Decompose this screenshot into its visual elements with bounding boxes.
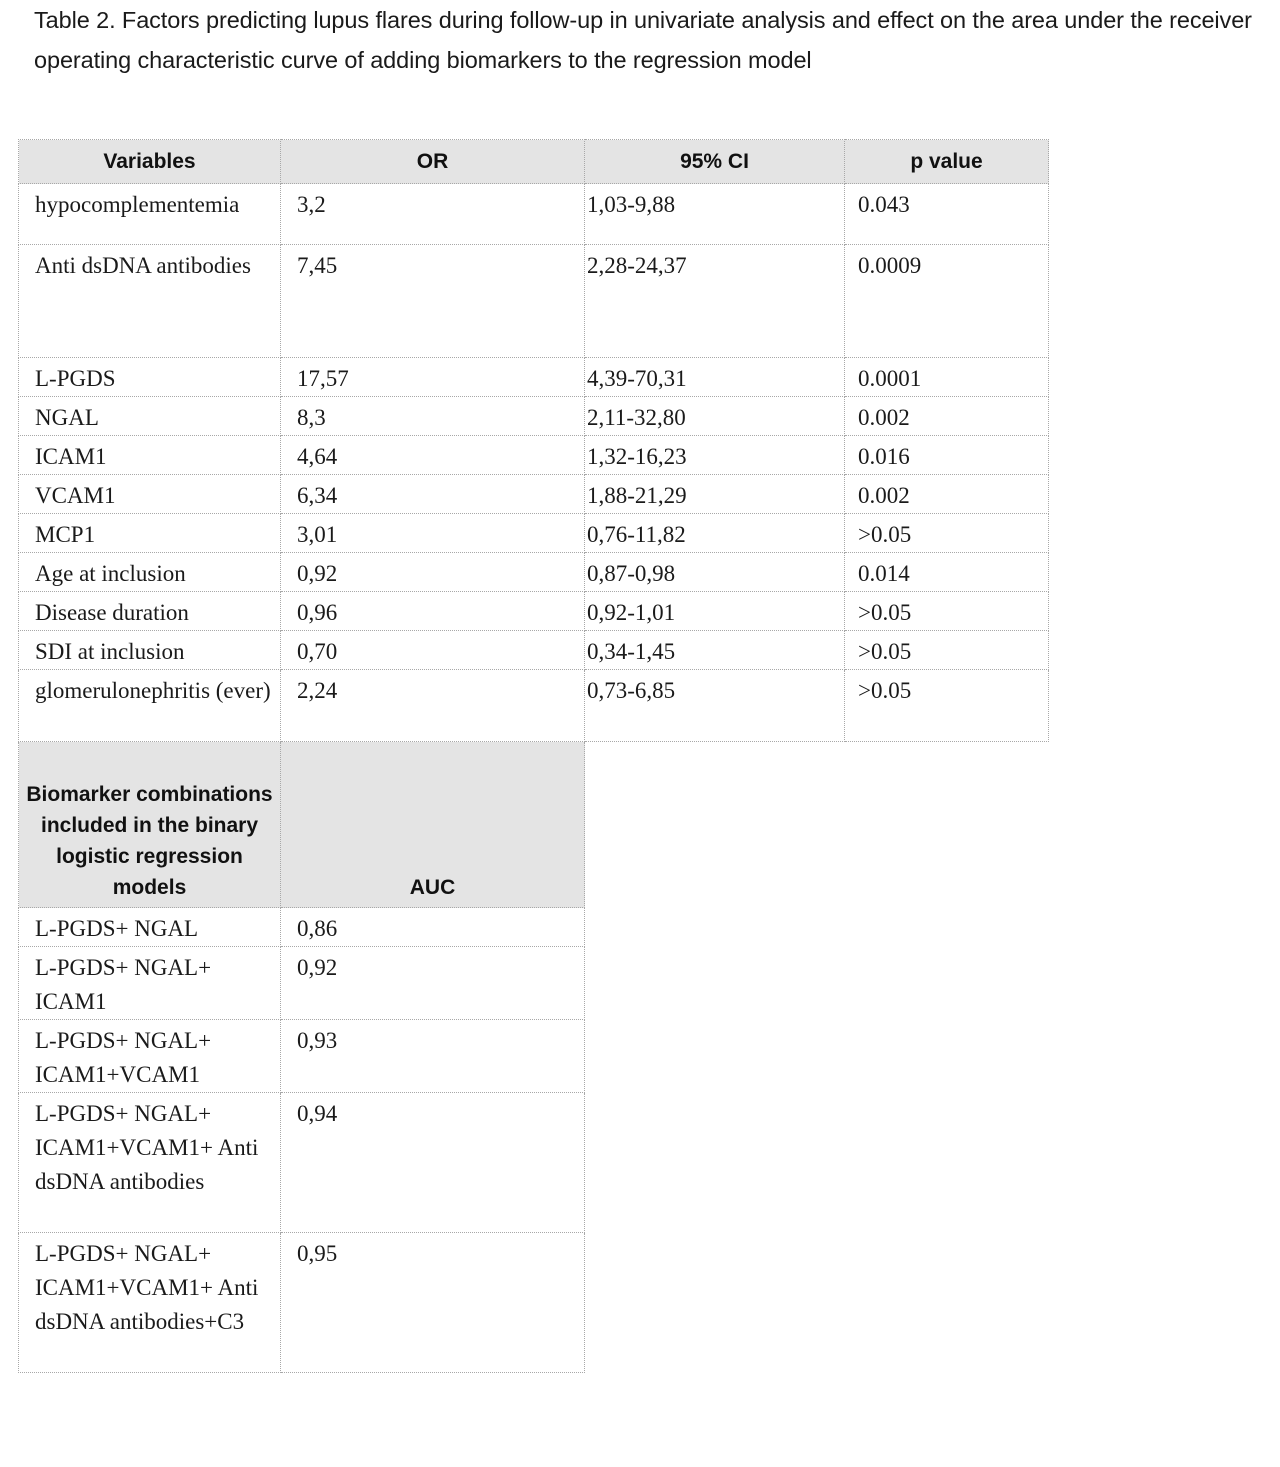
variable-cell: SDI at inclusion xyxy=(19,631,281,670)
or-cell: 0,70 xyxy=(281,631,585,670)
p-value-cell: 0.0009 xyxy=(845,245,1049,358)
variable-cell: Anti dsDNA antibodies xyxy=(19,245,281,358)
auc-cell: 0,94 xyxy=(281,1093,585,1233)
or-cell: 8,3 xyxy=(281,397,585,436)
empty-cell xyxy=(585,742,1049,908)
variable-cell: glomerulonephritis (ever) xyxy=(19,670,281,742)
table-row xyxy=(19,553,1049,592)
empty-cell xyxy=(585,908,1049,947)
p-value-cell: 0.016 xyxy=(845,436,1049,475)
auc-cell: 0,92 xyxy=(281,947,585,1020)
p-value-cell: 0.002 xyxy=(845,397,1049,436)
variable-cell: Disease duration xyxy=(19,592,281,631)
variable-cell: MCP1 xyxy=(19,514,281,553)
or-cell: 0,96 xyxy=(281,592,585,631)
table-row xyxy=(19,245,1049,358)
ci-cell: 1,03-9,88 xyxy=(585,184,845,245)
or-cell: 3,2 xyxy=(281,184,585,245)
table-caption: Table 2. Factors predicting lupus flares during follow-up in univariate analysis and effect on the area under the receiver operating characteristic curve of adding biomarkers to the regression model xyxy=(34,7,1252,73)
ci-cell: 0,92-1,01 xyxy=(585,592,845,631)
table-row xyxy=(19,631,1049,670)
table-row xyxy=(19,514,1049,553)
variable-cell: NGAL xyxy=(19,397,281,436)
table-row xyxy=(19,670,1049,742)
auc-cell: 0,86 xyxy=(281,908,585,947)
combination-cell: L-PGDS+ NGAL+ ICAM1+VCAM1+ Anti dsDNA antibodies+C3 xyxy=(19,1233,281,1373)
ci-cell: 0,34-1,45 xyxy=(585,631,845,670)
empty-cell xyxy=(585,1020,1049,1093)
or-cell: 6,34 xyxy=(281,475,585,514)
ci-cell: 4,39-70,31 xyxy=(585,358,845,397)
ci-cell: 2,28-24,37 xyxy=(585,245,845,358)
auc-cell: 0,93 xyxy=(281,1020,585,1093)
combination-cell: L-PGDS+ NGAL+ ICAM1 xyxy=(19,947,281,1020)
p-value-cell: 0.043 xyxy=(845,184,1049,245)
combination-cell: L-PGDS+ NGAL+ ICAM1+VCAM1 xyxy=(19,1020,281,1093)
variable-cell: L-PGDS xyxy=(19,358,281,397)
p-value-cell: >0.05 xyxy=(845,514,1049,553)
variable-cell: hypocomplementemia xyxy=(19,184,281,245)
table-row xyxy=(19,1020,1049,1093)
combination-cell: L-PGDS+ NGAL+ ICAM1+VCAM1+ Anti dsDNA antibodies xyxy=(19,1093,281,1233)
table-row xyxy=(19,1233,1049,1373)
header-biomarker-combinations: Biomarker combinations included in the binary logistic regression models xyxy=(19,742,281,908)
p-value-cell: >0.05 xyxy=(845,631,1049,670)
empty-cell xyxy=(585,947,1049,1020)
table-row xyxy=(19,947,1049,1020)
ci-cell: 1,32-16,23 xyxy=(585,436,845,475)
ci-cell: 0,73-6,85 xyxy=(585,670,845,742)
variable-cell: VCAM1 xyxy=(19,475,281,514)
table2-header-row xyxy=(19,742,1049,908)
table-row xyxy=(19,358,1049,397)
empty-cell xyxy=(585,1093,1049,1233)
empty-cell xyxy=(585,1233,1049,1373)
combination-cell: L-PGDS+ NGAL xyxy=(19,908,281,947)
ci-cell: 0,76-11,82 xyxy=(585,514,845,553)
table-row xyxy=(19,1093,1049,1233)
variable-cell: ICAM1 xyxy=(19,436,281,475)
table-row xyxy=(19,475,1049,514)
ci-cell: 0,87-0,98 xyxy=(585,553,845,592)
table-row xyxy=(19,908,1049,947)
table1-header-row xyxy=(19,140,1049,184)
or-cell: 17,57 xyxy=(281,358,585,397)
table-row xyxy=(19,184,1049,245)
or-cell: 0,92 xyxy=(281,553,585,592)
auc-cell: 0,95 xyxy=(281,1233,585,1373)
p-value-cell: 0.002 xyxy=(845,475,1049,514)
variable-cell: Age at inclusion xyxy=(19,553,281,592)
or-cell: 7,45 xyxy=(281,245,585,358)
table-row xyxy=(19,436,1049,475)
p-value-cell: 0.0001 xyxy=(845,358,1049,397)
p-value-cell: >0.05 xyxy=(845,670,1049,742)
p-value-cell: 0.014 xyxy=(845,553,1049,592)
ci-cell: 2,11-32,80 xyxy=(585,397,845,436)
header-p-value: p value xyxy=(845,140,1049,184)
table-row xyxy=(19,397,1049,436)
table-row xyxy=(19,592,1049,631)
header-ci: 95% CI xyxy=(585,140,845,184)
or-cell: 2,24 xyxy=(281,670,585,742)
header-variables: Variables xyxy=(19,140,281,184)
header-auc: AUC xyxy=(281,742,585,908)
or-cell: 3,01 xyxy=(281,514,585,553)
results-table xyxy=(18,139,1049,1373)
or-cell: 4,64 xyxy=(281,436,585,475)
p-value-cell: >0.05 xyxy=(845,592,1049,631)
header-or: OR xyxy=(281,140,585,184)
ci-cell: 1,88-21,29 xyxy=(585,475,845,514)
